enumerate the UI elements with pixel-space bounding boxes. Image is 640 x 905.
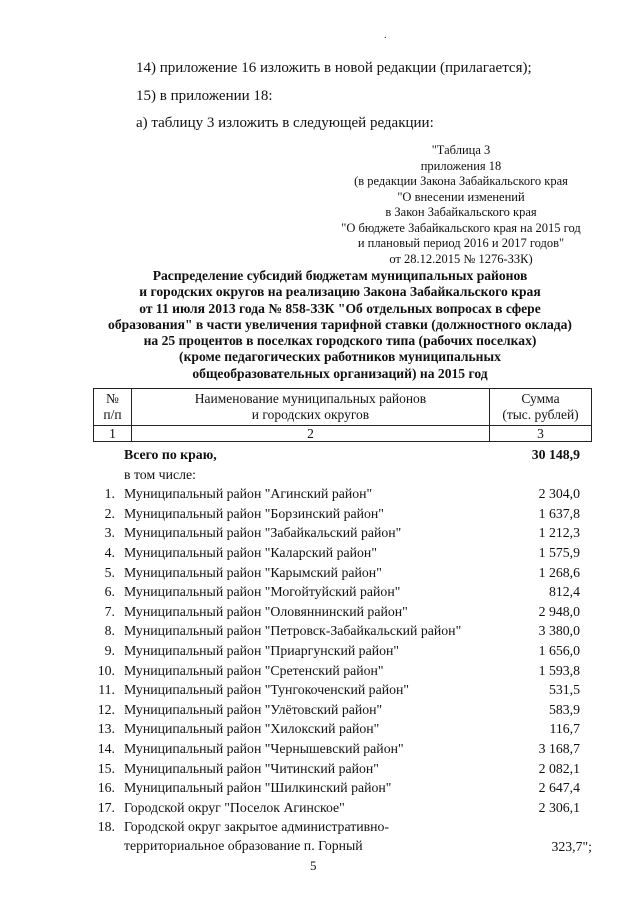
row-value: 3 168,7	[538, 740, 580, 756]
header-amount-line2: (тыс. рублей)	[502, 407, 579, 422]
row-name: Муниципальный район "Петровск-Забайкальский район"	[124, 623, 462, 639]
header-name-cell	[132, 389, 490, 426]
row-number: 8.	[104, 623, 115, 639]
heading-line: образования" в части увеличения тарифной ставки (должностного оклада)	[108, 316, 572, 332]
approval-line: (в редакции Закона Забайкальского края	[354, 174, 568, 188]
row-value: 531,5	[548, 682, 580, 698]
heading-line: и городских округов на реализацию Закона Забайкальского края	[139, 284, 541, 300]
row-name: Муниципальный район "Сретенский район"	[124, 662, 384, 678]
table-row	[93, 582, 592, 602]
row-name-line2: территориальное образование п. Горный	[124, 838, 363, 854]
table-row	[93, 778, 592, 798]
paragraph-14: 14) приложение 16 изложить в новой редакции (прилагается);	[136, 60, 532, 76]
row-name: Муниципальный район "Хилокский район"	[124, 721, 380, 737]
row-value: 2 948,0	[538, 603, 580, 619]
row-value: 1 593,8	[538, 662, 580, 678]
row-number: 4.	[104, 544, 115, 560]
total-label: Всего по краю,	[124, 447, 217, 462]
including-row	[93, 465, 592, 485]
table-row	[93, 817, 592, 857]
header-number-line1: №	[106, 391, 119, 406]
table-row	[93, 543, 592, 563]
row-value: 1 212,3	[538, 525, 580, 541]
row-value: 1 575,9	[538, 544, 580, 560]
row-number: 14.	[97, 740, 115, 756]
row-value: 1 268,6	[538, 564, 580, 580]
column-number-2: 2	[132, 426, 490, 442]
row-number: 16.	[97, 780, 115, 796]
approval-line: "О бюджете Забайкальского края на 2015 год	[341, 220, 581, 235]
row-number: 3.	[104, 525, 115, 541]
row-number: 10.	[97, 662, 115, 678]
table-row	[93, 484, 592, 504]
table-row	[93, 719, 592, 739]
heading-line: общеобразовательных организаций) на 2015 год	[192, 365, 488, 381]
row-name: Муниципальный район "Каларский район"	[124, 544, 377, 560]
row-name-line1: Городской округ закрытое административно-	[124, 819, 390, 835]
column-number-1: 1	[94, 426, 132, 442]
table-heading	[100, 268, 580, 382]
row-name: Муниципальный район "Агинский район"	[124, 486, 373, 502]
row-value: 116,7	[549, 721, 580, 737]
row-name: Муниципальный район "Улётовский район"	[124, 701, 383, 717]
approval-line: в Закон Забайкальского края	[385, 205, 537, 219]
row-value: 3 380,0	[538, 623, 580, 639]
table-row	[93, 523, 592, 543]
row-number: 15.	[97, 760, 115, 776]
header-number-cell	[94, 389, 132, 426]
table-row	[93, 661, 592, 681]
top-mark: .	[384, 30, 387, 41]
row-name: Муниципальный район "Тунгокоченский район"	[124, 682, 410, 698]
approval-line: от 28.12.2015 № 1276-ЗЗК)	[389, 251, 533, 266]
row-value: 2 647,4	[538, 780, 580, 796]
table-row	[93, 504, 592, 524]
row-value: 323,7";	[551, 839, 592, 855]
table-row	[93, 563, 592, 583]
row-value: 2 304,0	[538, 486, 580, 502]
including-label: в том числе:	[124, 466, 196, 482]
row-number: 5.	[104, 564, 115, 580]
row-number: 11.	[98, 682, 115, 698]
row-name: Муниципальный район "Забайкальский район"	[124, 525, 402, 541]
row-value: 2 306,1	[538, 799, 580, 815]
table-row	[93, 798, 592, 818]
approval-line: приложения 18	[420, 158, 502, 173]
approval-line: "О внесении изменений	[397, 189, 525, 204]
table-row	[93, 602, 592, 622]
row-value: 812,4	[548, 584, 580, 600]
row-number: 1.	[104, 486, 115, 502]
row-name: Муниципальный район "Борзинский район"	[124, 505, 384, 521]
table-row	[93, 680, 592, 700]
table-row	[93, 641, 592, 661]
heading-line: от 11 июля 2013 года № 858-ЗЗК "Об отдельных вопросах в сфере	[139, 300, 541, 316]
row-name: Муниципальный район "Шилкинский район"	[124, 780, 392, 796]
table-row	[93, 700, 592, 720]
row-name: Муниципальный район "Могойтуйский район"	[124, 584, 401, 600]
approval-line: "Таблица 3	[431, 143, 491, 157]
total-value: 30 148,9	[531, 447, 580, 462]
heading-line: на 25 процентов в поселках городского типа (рабочих поселках)	[143, 333, 537, 349]
table-header	[93, 388, 592, 442]
header-name-line1: Наименование муниципальных районов	[194, 391, 427, 406]
page-number: 5	[310, 858, 317, 873]
row-name: Муниципальный район "Приаргунский район"	[124, 642, 399, 658]
heading-line: Распределение субсидий бюджетам муниципальных районов	[152, 268, 528, 283]
row-name: Муниципальный район "Карымский район"	[124, 564, 382, 580]
paragraph-15: 15) в приложении 18:	[136, 88, 273, 104]
row-number: 12.	[97, 701, 115, 717]
row-value: 1 637,8	[538, 505, 580, 521]
table-row	[93, 739, 592, 759]
row-number: 7.	[104, 603, 115, 619]
paragraph-a: а) таблицу 3 изложить в следующей редакции:	[136, 115, 434, 131]
approval-note	[330, 143, 592, 267]
row-name: Муниципальный район "Чернышевский район"	[124, 740, 404, 756]
row-name: Муниципальный район "Оловяннинский район"	[124, 603, 408, 619]
header-number-line2: п/п	[103, 407, 122, 422]
row-number: 9.	[104, 642, 115, 658]
row-name: Городской округ "Поселок Агинское"	[124, 799, 345, 815]
table-body	[93, 445, 592, 857]
total-row	[93, 445, 592, 465]
row-number: 6.	[104, 584, 115, 600]
table-row	[93, 621, 592, 641]
row-number: 13.	[97, 721, 115, 737]
table-row	[93, 759, 592, 779]
row-number: 2.	[104, 505, 115, 521]
row-number: 18.	[97, 819, 115, 835]
row-value: 2 082,1	[538, 760, 580, 776]
heading-line: (кроме педагогических работников муниципальных	[179, 349, 501, 365]
column-number-3: 3	[490, 426, 592, 442]
row-value: 1 656,0	[538, 642, 580, 658]
row-name: Муниципальный район "Читинский район"	[124, 760, 379, 776]
header-amount-cell	[490, 389, 592, 426]
row-value: 583,9	[548, 701, 580, 717]
header-name-line2: и городских округов	[251, 407, 370, 422]
header-amount-line1: Сумма	[521, 391, 560, 406]
approval-line: и плановый период 2016 и 2017 годов"	[357, 236, 565, 250]
row-number: 17.	[97, 799, 115, 815]
